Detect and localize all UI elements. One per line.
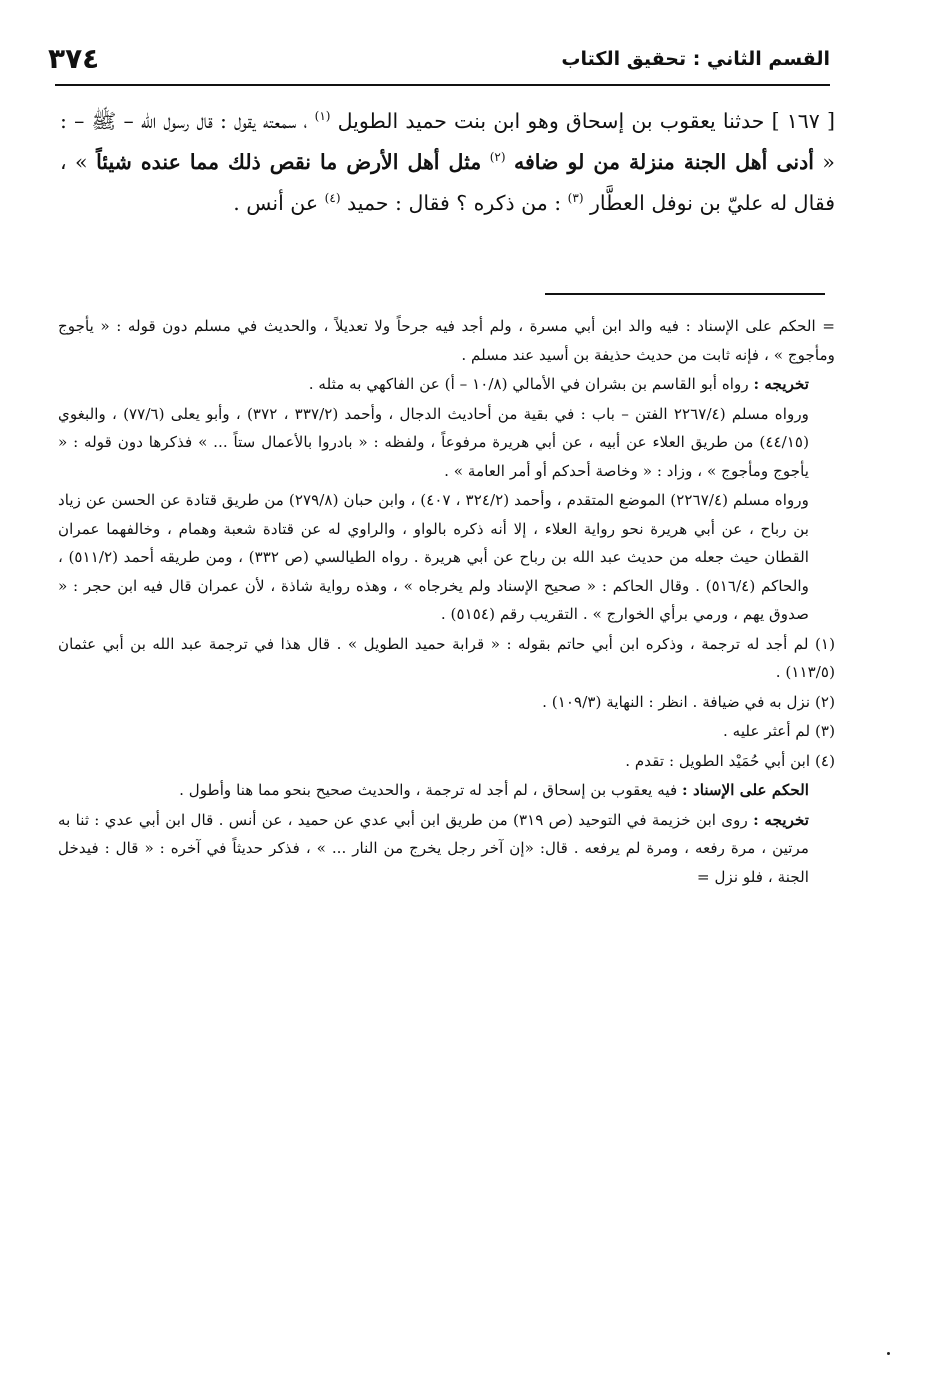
footnote-2: (٢) نزل به في ضيافة . انظر : النهاية (١٠٩/٣) . xyxy=(542,692,835,711)
hadith-text xyxy=(60,98,835,220)
hukm-paragraph xyxy=(58,312,835,369)
takhrij-label: تخريجه : xyxy=(753,375,809,393)
takhrij-text: رواه أبو القاسم بن بشران في الأمالي (١٠/٨ – أ) عن الفاكهي به مثله . xyxy=(308,375,749,393)
running-title: القسم الثاني : تحقيق الكتاب xyxy=(561,48,830,70)
hukm-text-2: فيه يعقوب بن إسحاق ، لم أجد له ترجمة ، والحديث صحيح بنحو مما هنا وأطول . xyxy=(179,781,678,799)
hadith-number-and-chain: [ ١٦٧ ] حدثنا يعقوب بن إسحاق وهو ابن بنت حميد الطويل xyxy=(337,108,835,133)
hadith-paragraph xyxy=(60,98,835,220)
hukm-text: فيه والد ابن أبي مسرة ، ولم أجد فيه جرحاً ولا تعديلاً ، والحديث في مسلم دون قوله : « يأجوج ومأجوج » ، فإنه ثابت من حديث حذيفة بن أسيد عند مسلم . xyxy=(58,317,835,364)
hadith-question: : من ذكره ؟ فقال : حميد xyxy=(347,190,562,215)
hadith-ending: عن أنس . xyxy=(233,190,319,215)
takhrij-paragraph-3: ورواه مسلم (٢٢٦٧/٤) الموضع المتقدم ، وأحمد (٣٢٤/٢ ، ٤٠٧) ، وابن حبان (٢٧٩/٨) من طريق قتادة عن الحسن عن زياد بن رباح ، عن أبي هريرة نحو رواية العلاء ، إلا أنه ذكره بالواو ، والراوي له عن قتادة شعبة وهمام ، وخالفهما عمران القطان حيث جعله من حديث عبد الله بن رباح عن أبي هريرة . رواه الطيالسي (ص ٣٣٢) ، ومن طريقه أحمد (٥١١/٢) ، والحاكم (٥١٦/٤) . وقال الحاكم : « صحيح الإسناد ولم يخرجاه » ، وهذه رواية شاذة ، لأن عمران قال فيه ابن حجر : « صدوق يهم ، ورمي برأي الخوارج » . التقريب رقم (٥١٥٤) . xyxy=(58,491,809,623)
takhrij-text-2: روى ابن خزيمة في التوحيد (ص ٣١٩) من طريق ابن أبي عدي عن حميد ، عن أنس . قال ابن أبي عدي : ثنا به مرتين ، مرة رفعه ، ومرة لم يرفعه . قال: «إن آخر رجل يخرج من النار ... » ، فذكر حديثاً في آخره : « قال : فيدخل الجنة ، فلو نزل = xyxy=(58,810,809,886)
header-divider xyxy=(55,84,830,86)
hadith-chain-continued: ، سمعته يقول : قال رسول الله – ﷺ – : « xyxy=(60,108,835,174)
scan-speck xyxy=(887,1352,890,1355)
page-header xyxy=(48,40,830,80)
footnote-ref-2: (٢) xyxy=(489,149,506,164)
takhrij-paragraph xyxy=(58,370,835,399)
takhrij-label-2: تخريجه : xyxy=(753,810,810,829)
footnote-3: (٣) لم أعثر عليه . xyxy=(723,722,835,740)
continuation-mark: = xyxy=(822,317,836,335)
footnote-separator xyxy=(545,293,825,295)
footnote-1: (١) لم أجد له ترجمة ، وذكره ابن أبي حاتم بقوله : « قرابة حميد الطويل » . قال هذا في ترجمة عبد الله بن أبي عثمان (١١٣/٥) . xyxy=(58,634,835,681)
footnote-ref-1: (١) xyxy=(314,109,331,123)
hukm-label: الحكم على الإسناد : xyxy=(685,317,816,335)
footnote-ref-3: (٣) xyxy=(567,190,584,205)
hukm-label-2: الحكم على الإسناد : xyxy=(682,781,809,799)
hadith-matn-part-1: أدنى أهل الجنة منزلة من لو ضافه xyxy=(513,149,814,174)
page-number: ٣٧٤ xyxy=(48,42,100,75)
footnote-ref-4: (٤) xyxy=(324,190,341,205)
footnotes-section xyxy=(58,312,835,892)
footnote-4: (٤) ابن أبي حُمَيْد الطويل : تقدم . xyxy=(625,751,835,770)
hadith-narration-continued: » ، فقال له عليّ بن نوفل العطَّار xyxy=(60,149,835,215)
takhrij-paragraph-4 xyxy=(58,806,835,892)
hadith-matn-part-2: مثل أهل الأرض ما نقص ذلك مما عنده شيئاً xyxy=(96,149,482,174)
hukm-paragraph-2 xyxy=(58,776,835,805)
takhrij-paragraph-2: ورواه مسلم (٢٢٦٧/٤ الفتن – باب : في بقية من أحاديث الدجال ، وأحمد (٣٣٧/٢ ، ٣٧٢) ، وأبو يعلى (٧٧/٦) ، والبغوي (٤٤/١٥) من طريق العلاء عن أبيه ، عن أبي هريرة مرفوعاً ، ولفظه : « بادروا بالأعمال ستاً ... » فذكرها دون قوله : « يأجوج ومأجوج » ، وزاد : « وخاصة أحدكم أو أمر العامة » . xyxy=(58,404,809,480)
